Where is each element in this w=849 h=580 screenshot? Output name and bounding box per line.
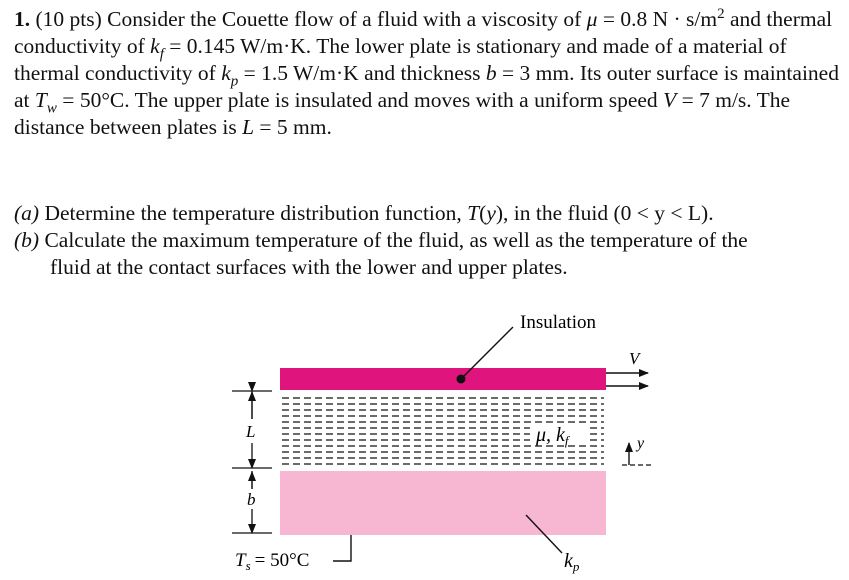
part-b-label: (b) <box>14 228 40 252</box>
problem-parts <box>14 200 840 281</box>
upper-plate <box>280 368 606 390</box>
l-value: 5 mm. <box>276 115 332 139</box>
problem-number: 1. <box>14 7 31 31</box>
mu-exponent: 2 <box>717 5 725 22</box>
part-a-text: Determine the temperature distribution function, <box>44 201 462 225</box>
lower-plate-text: The lower plate is stationary and made of a material of thermal conductivity of <box>14 34 787 85</box>
dim-l-label: L <box>246 422 256 441</box>
dim-b-label: b <box>247 490 256 509</box>
problem-statement: 1. (10 pts) Consider the Couette flow of a fluid with a viscosity of μ = 0.8 $N \cdot s/m^2$ and thermal conductivity of $k_f = 0.145$ W/m·K. The lower plate is stationary and made of a material of thermal conductivity of $k_p = 1.5$ W/m·K and thickness b = 3 mm. Its outer surface is maintained at $T_w = 50^\circ C$. The upper plate is insulated and moves with a uniform speed V = 7 m/s. The distance between plates is L = 5 mm. <box>14 5 839 139</box>
and-text: and thermal conductivity of <box>14 7 833 58</box>
problem-points: (10 pts) <box>35 7 102 31</box>
upper-plate-text: The upper plate is insulated and moves with a uniform speed <box>134 88 658 112</box>
kp-label: $k_p$ <box>564 550 580 574</box>
y-axis-label: y <box>637 435 645 452</box>
part-a-label: (a) <box>14 201 40 225</box>
ts-leader <box>333 535 351 561</box>
v-value: 7 m/s. <box>699 88 752 112</box>
tw-value: 50°C. <box>79 88 130 112</box>
part-b <box>14 227 840 281</box>
part-b-text-1: Calculate the maximum temperature of the fluid, as well as the temperature of the <box>44 228 748 252</box>
ts-label: $T_s = 50^\circ C$ <box>235 550 310 573</box>
couette-diagram <box>0 295 849 580</box>
mu-value: 0.8 N · s/m <box>620 7 718 31</box>
kf-value: 0.145 W/m·K. <box>186 34 312 58</box>
velocity-label: V <box>629 349 640 368</box>
insulation-dot <box>457 375 466 384</box>
distance-text: The distance between plates is <box>14 88 791 139</box>
couette-flow-figure <box>0 295 849 580</box>
b-value: 3 mm. <box>519 61 575 85</box>
kp-value: 1.5 W/m·K and thickness <box>261 61 481 85</box>
outer-surface-text: Its outer surface is maintained at <box>14 61 839 112</box>
part-b-text-2: fluid at the contact surfaces with the lower and upper plates. <box>50 255 568 279</box>
insulation-label: Insulation <box>520 312 596 333</box>
part-a: (a) Determine the temperature distribution function, T(y), in the fluid (0 < y < L). <box>14 201 714 225</box>
part-a-range: in the fluid (0 < y < L). <box>513 201 714 225</box>
lower-plate <box>280 471 606 535</box>
fluid-property-label: μ, $k_f$ <box>536 424 569 448</box>
problem-intro: Consider the Couette flow of a fluid with a viscosity of <box>107 7 582 31</box>
